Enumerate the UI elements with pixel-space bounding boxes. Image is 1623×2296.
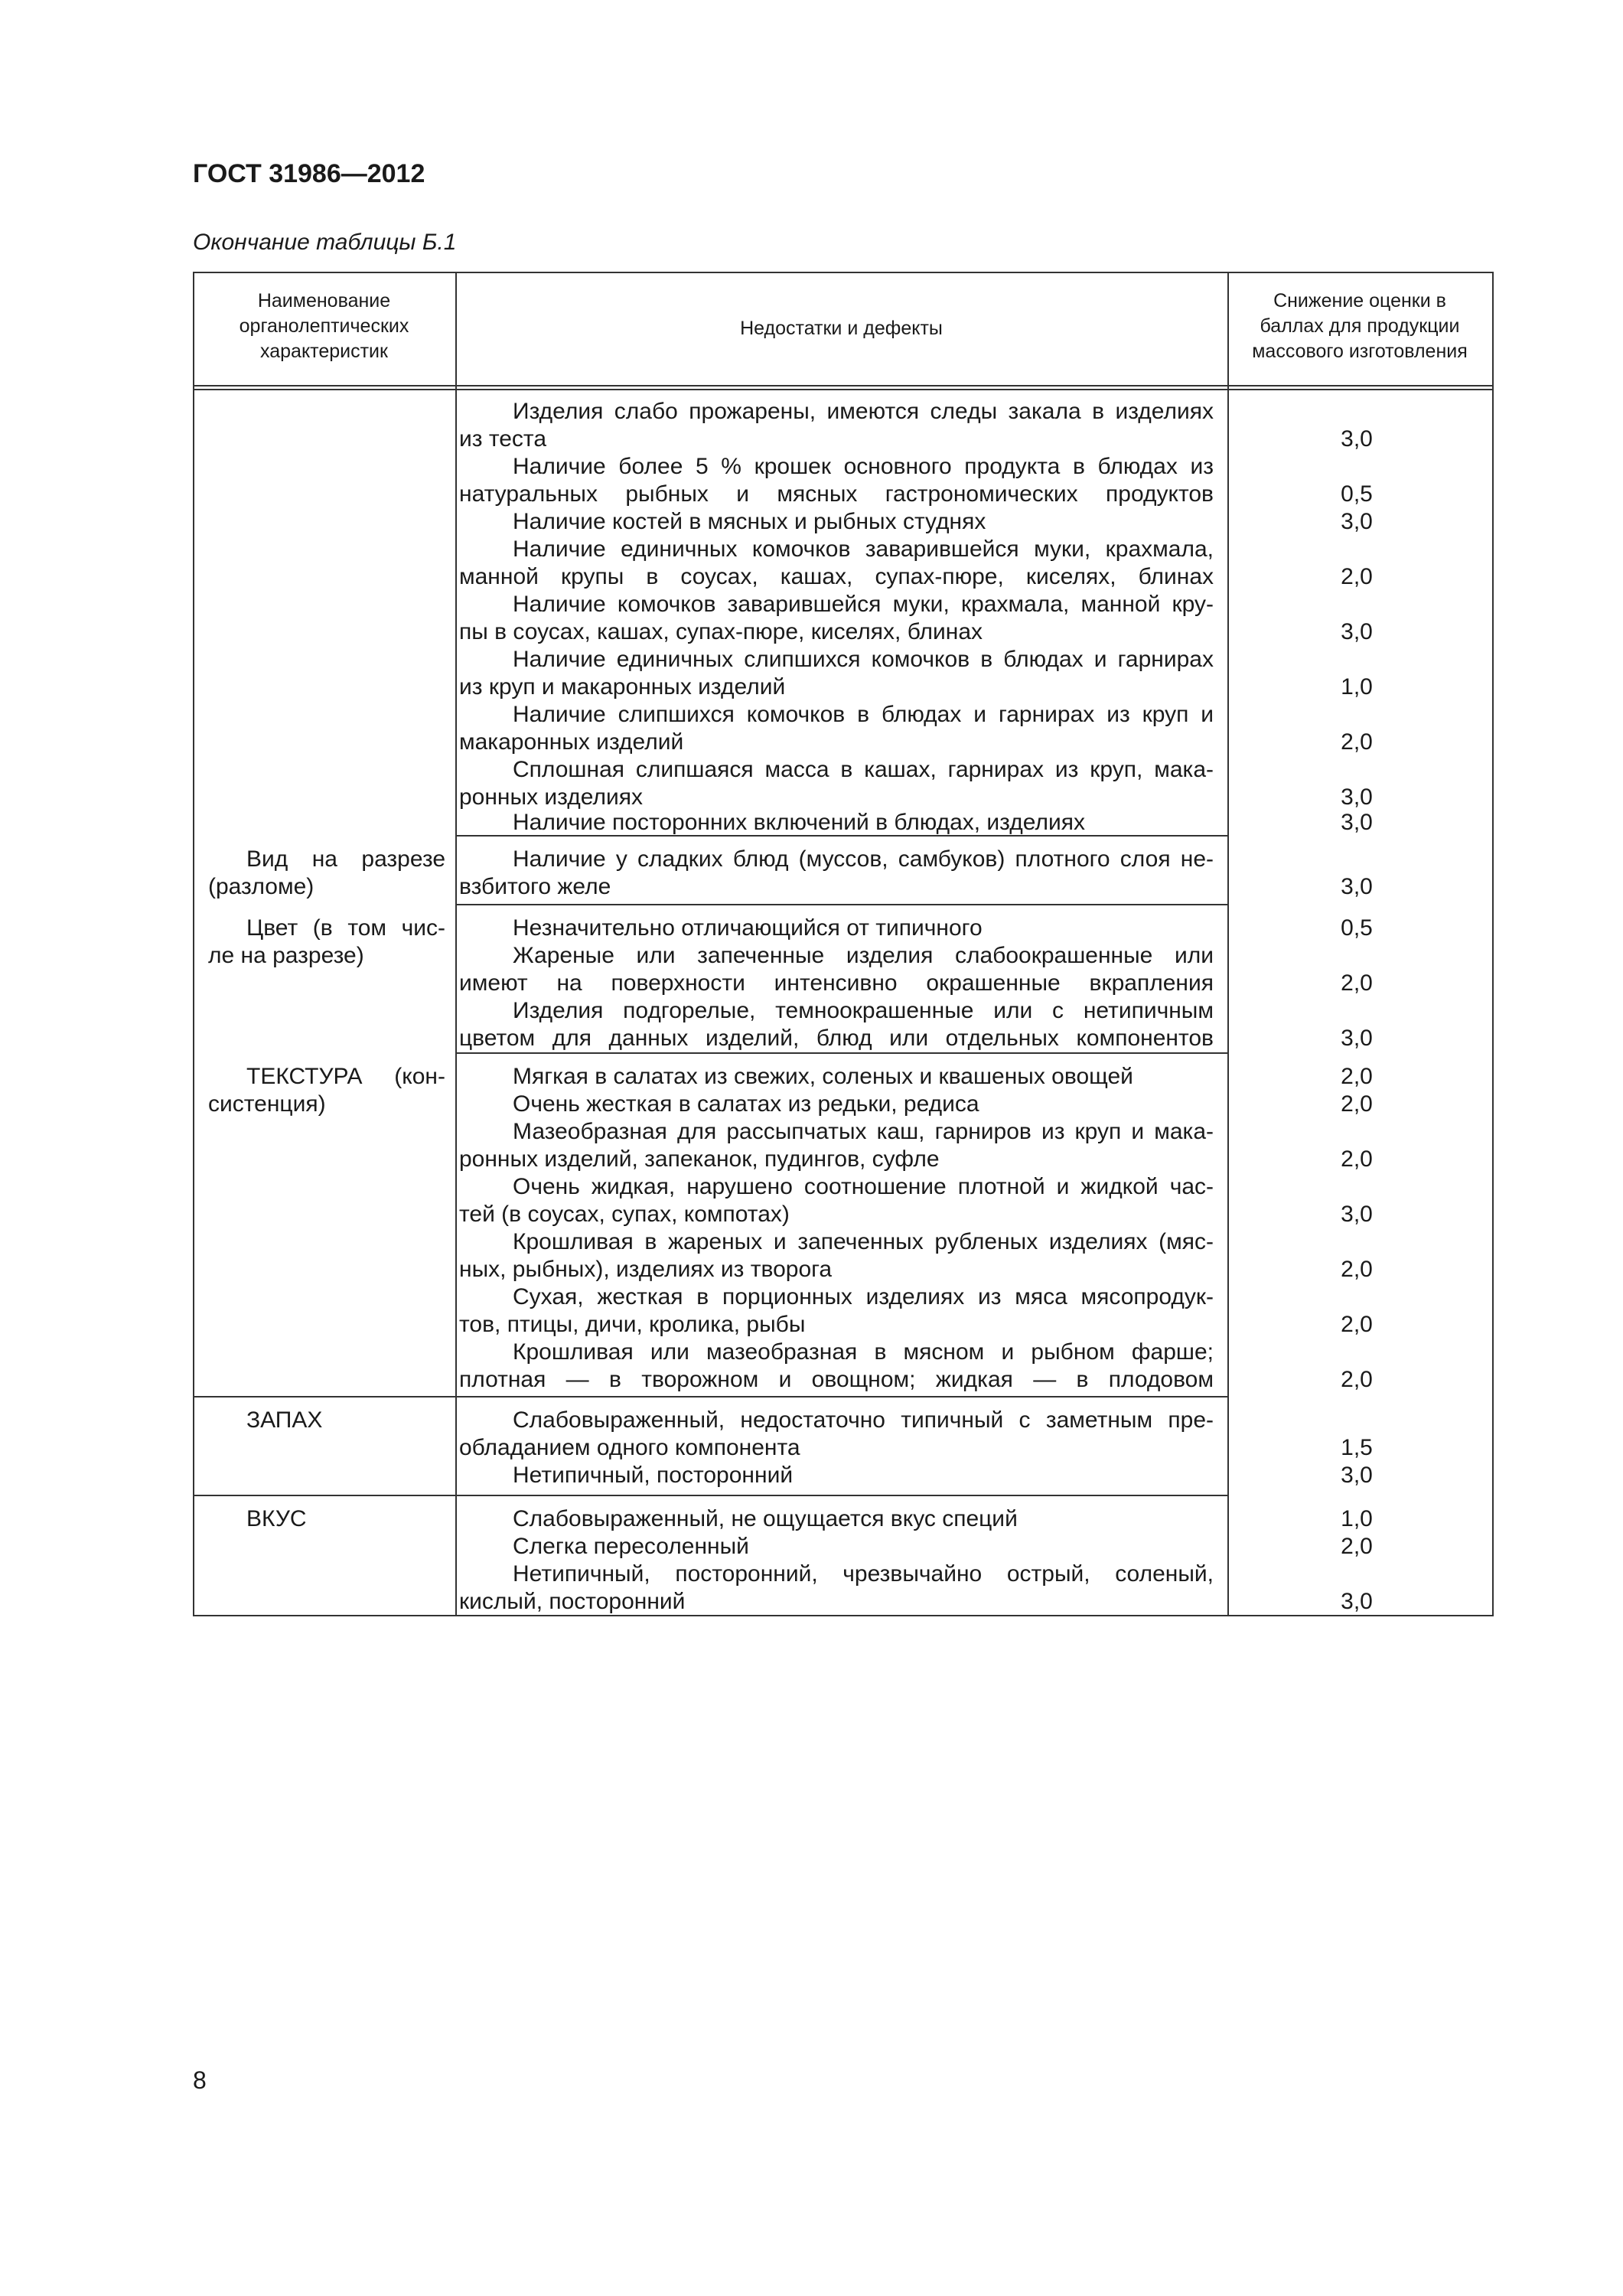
defect-line: кислый, посторонний xyxy=(459,1589,686,1614)
defect-line: натуральных рыбных и мясных гастрономических продуктов xyxy=(459,481,1214,507)
page-number: 8 xyxy=(193,2066,207,2094)
reduction-value: 3,0 xyxy=(1341,509,1373,534)
reduction-value: 2,0 xyxy=(1341,1064,1373,1089)
defect-line: Крошливая в жареных и запеченных рубленых изделиях (мяс- xyxy=(513,1229,1214,1254)
defect-line: из теста xyxy=(459,426,547,452)
defect-line: Наличие единичных слипшихся комочков в блюдах и гарнирах xyxy=(513,647,1214,672)
characteristic-cut-line: (разломе) xyxy=(208,874,314,899)
reduction-value: 2,0 xyxy=(1341,970,1373,996)
document-code: ГОСТ 31986—2012 xyxy=(193,159,425,188)
column-divider-2 xyxy=(1227,272,1229,1616)
reduction-value: 2,0 xyxy=(1341,564,1373,589)
header-divider-second xyxy=(193,389,1494,390)
defect-line: Наличие слипшихся комочков в блюдах и гарнирах из круп и xyxy=(513,702,1214,727)
defect-line: Сплошная слипшаяся масса в кашах, гарнирах из круп, мака- xyxy=(513,757,1214,782)
reduction-value: 2,0 xyxy=(1341,1534,1373,1559)
defect-line: имеют на поверхности интенсивно окрашенные вкрапления xyxy=(459,970,1214,996)
reduction-value: 2,0 xyxy=(1341,1367,1373,1392)
defect-line: Сухая, жесткая в порционных изделиях из мяса мясопродук- xyxy=(513,1284,1214,1309)
table-caption: Окончание таблицы Б.1 xyxy=(193,230,457,255)
defect-line: Слабовыраженный, недостаточно типичный с заметным пре- xyxy=(513,1407,1214,1433)
reduction-value: 3,0 xyxy=(1341,619,1373,644)
defect-line: Наличие более 5 % крошек основного продукта в блюдах из xyxy=(513,454,1214,479)
defect-line: Наличие единичных комочков заварившейся муки, крахмала, xyxy=(513,536,1214,562)
reduction-value: 3,0 xyxy=(1341,810,1373,835)
defect-line: тов, птицы, дичи, кролика, рыбы xyxy=(459,1312,806,1337)
header-reduction: Снижение оценки в баллах для продукции массового изготовления xyxy=(1252,290,1468,362)
row-divider-smell xyxy=(193,1396,1229,1397)
header-divider xyxy=(193,385,1494,386)
characteristic-texture-line: ТЕКСТУРА (кон- xyxy=(246,1064,445,1089)
defect-line: макаронных изделий xyxy=(459,729,684,755)
defect-line: Изделия слабо прожарены, имеются следы закала в изделиях xyxy=(513,399,1214,424)
defect-line: Слегка пересоленный xyxy=(513,1534,749,1559)
defect-line: Наличие посторонних включений в блюдах, изделиях xyxy=(513,810,1085,835)
defect-line: манной крупы в соусах, кашах, супах-пюре, киселях, блинах xyxy=(459,564,1214,589)
defect-line: Нетипичный, посторонний xyxy=(513,1463,794,1488)
reduction-value: 3,0 xyxy=(1341,874,1373,899)
defect-line: Крошливая или мазеобразная в мясном и рыбном фарше; xyxy=(513,1339,1214,1365)
defect-line: Мягкая в салатах из свежих, соленых и квашеных овощей xyxy=(513,1064,1133,1089)
reduction-value: 2,0 xyxy=(1341,1257,1373,1282)
reduction-value: 2,0 xyxy=(1341,1312,1373,1337)
defect-line: ных, рыбных), изделиях из творога xyxy=(459,1257,833,1282)
reduction-value: 1,0 xyxy=(1341,674,1373,700)
defect-line: Незначительно отличающийся от типичного xyxy=(513,915,983,941)
defect-line: ронных изделий, запеканок, пудингов, суфле xyxy=(459,1146,940,1172)
defect-line: Жареные или запеченные изделия слабоокрашенные или xyxy=(513,943,1214,968)
reduction-value: 3,0 xyxy=(1341,426,1373,452)
row-divider-taste xyxy=(193,1495,1229,1496)
defect-line: Изделия подгорелые, темноокрашенные или с нетипичным xyxy=(513,998,1214,1023)
defect-line: Наличие у сладких блюд (муссов, самбуков) плотного слоя не- xyxy=(513,846,1214,872)
reduction-value: 3,0 xyxy=(1341,1463,1373,1488)
defect-line: тей (в соусах, супах, компотах) xyxy=(459,1202,790,1227)
row-divider-section xyxy=(455,904,1229,905)
reduction-value: 1,0 xyxy=(1341,1506,1373,1531)
reduction-value: 0,5 xyxy=(1341,481,1373,507)
table-border-left xyxy=(193,272,194,1616)
row-divider-section xyxy=(455,1052,1229,1054)
defect-line: обладанием одного компонента xyxy=(459,1435,800,1460)
reduction-value: 2,0 xyxy=(1341,729,1373,755)
reduction-value: 0,5 xyxy=(1341,915,1373,941)
characteristic-smell: ЗАПАХ xyxy=(246,1407,323,1433)
defect-line: пы в соусах, кашах, супах-пюре, киселях, блинах xyxy=(459,619,983,644)
characteristic-color-line: Цвет (в том чис- xyxy=(246,915,445,941)
defect-line: Наличие костей в мясных и рыбных студнях xyxy=(513,509,986,534)
defect-line: плотная — в творожном и овощном; жидкая — в плодовом xyxy=(459,1367,1214,1392)
reduction-value: 1,5 xyxy=(1341,1435,1373,1460)
reduction-value: 3,0 xyxy=(1341,784,1373,810)
reduction-value: 3,0 xyxy=(1341,1026,1373,1051)
header-characteristic: Наименование органолептических характеристик xyxy=(239,290,409,362)
table-border-top xyxy=(193,272,1494,273)
defects-table xyxy=(193,272,1494,1616)
header-defects: Недостатки и дефекты xyxy=(740,318,943,339)
defect-line: Слабовыраженный, не ощущается вкус специй xyxy=(513,1506,1018,1531)
reduction-value: 2,0 xyxy=(1341,1146,1373,1172)
reduction-value: 3,0 xyxy=(1341,1202,1373,1227)
defect-line: Мазеобразная для рассыпчатых каш, гарниров из круп и мака- xyxy=(513,1119,1214,1144)
reduction-value: 3,0 xyxy=(1341,1589,1373,1614)
characteristic-texture-line: систенция) xyxy=(208,1091,326,1117)
characteristic-cut-line: Вид на разрезе xyxy=(246,846,445,872)
defect-line: Нетипичный, посторонний, чрезвычайно острый, соленый, xyxy=(513,1561,1214,1587)
characteristic-taste: ВКУС xyxy=(246,1506,307,1531)
characteristic-color-line: ле на разрезе) xyxy=(208,943,364,968)
table-border-right xyxy=(1492,272,1494,1616)
reduction-value: 2,0 xyxy=(1341,1091,1373,1117)
defect-line: Очень жесткая в салатах из редьки, редиса xyxy=(513,1091,979,1117)
defect-line: из круп и макаронных изделий xyxy=(459,674,786,700)
defect-line: Наличие комочков заварившейся муки, крахмала, манной кру- xyxy=(513,592,1214,617)
defect-line: ронных изделиях xyxy=(459,784,643,810)
defect-line: цветом для данных изделий, блюд или отдельных компонентов xyxy=(459,1026,1214,1051)
defect-line: Очень жидкая, нарушено соотношение плотной и жидкой час- xyxy=(513,1174,1214,1199)
defect-line: взбитого желе xyxy=(459,874,611,899)
